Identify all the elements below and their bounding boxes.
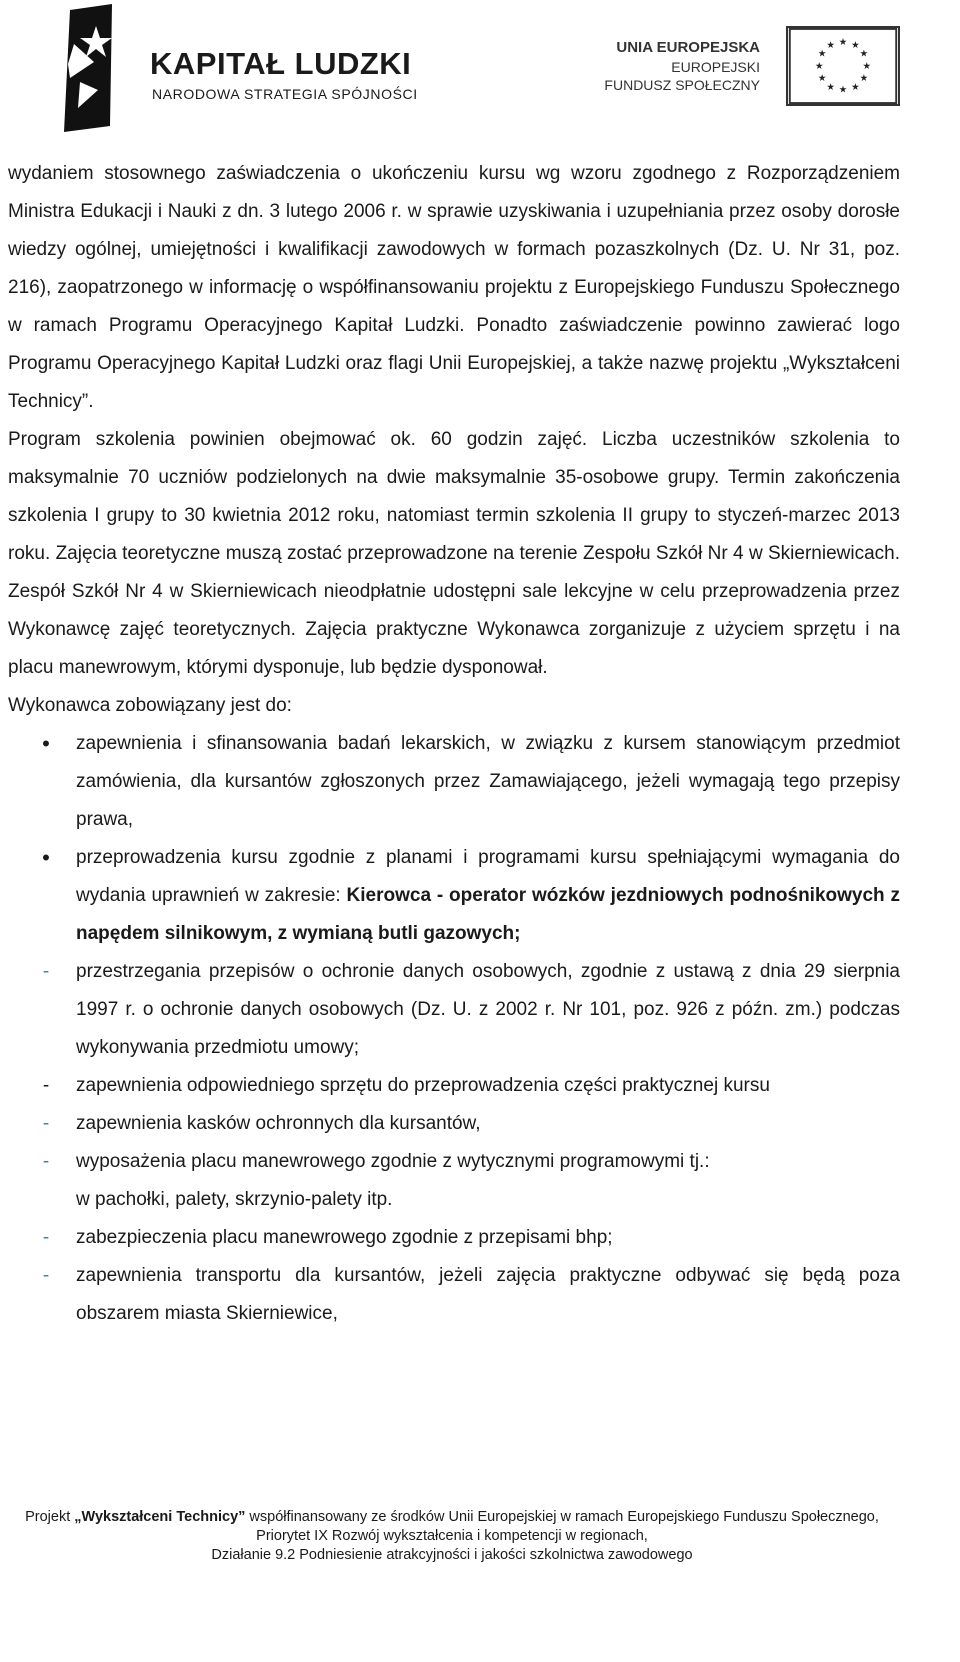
list-item <box>8 839 900 953</box>
svg-text:★: ★ <box>817 73 827 85</box>
list-item-text: zapewnienia odpowiedniego sprzętu do przeprowadzenia części praktycznej kursu <box>76 1075 770 1096</box>
svg-text:★: ★ <box>851 39 860 51</box>
dash-marker: - <box>42 1227 50 1248</box>
eu-flag-stars-icon <box>786 26 900 106</box>
list-item <box>8 1067 900 1105</box>
svg-text:★: ★ <box>814 60 824 72</box>
kapital-ludzki-subtitle: NARODOWA STRATEGIA SPÓJNOŚCI <box>152 86 418 102</box>
bullet-marker: • <box>42 731 50 756</box>
svg-text:★: ★ <box>859 48 869 60</box>
list-item <box>8 725 900 839</box>
footer-line3: Działanie 9.2 Podniesienie atrakcyjności i jakości szkolnictwa zawodowego <box>211 1547 693 1563</box>
kapital-ludzki-star-icon <box>60 4 118 132</box>
paragraph-certificate: wydaniem stosownego zaświadczenia o ukończeniu kursu wg wzoru zgodnego z Rozporządzeniem Ministra Edukacji i Nauki z dn. 3 lutego 2006 r. w sprawie uzyskiwania i uzupełniania przez osoby dorosłe wiedzy ogólnej, umiejętności i kwalifikacji zawodowych w formach pozaszkolnych (Dz. U. Nr 31, poz. 216), zaopatrzonego w informację o współfinansowaniu projektu z Europejskiego Funduszu Społecznego w ramach Programu Operacyjnego Kapitał Ludzki. Ponadto zaświadczenie powinno zawierać logo Programu Operacyjnego Kapitał Ludzki oraz flagi Unii Europejskiej, a także nazwę projektu „Wykształceni Technicy”. <box>8 163 900 412</box>
footer-project-name: „Wykształceni Technicy” <box>74 1509 246 1525</box>
svg-text:★: ★ <box>862 60 872 72</box>
list-item-text: przeprowadzenia kursu zgodnie z planami i programami kursu spełniającymi wymagania do wydania uprawnień w zakresie: <box>76 847 900 906</box>
list-item-text: zapewnienia i sfinansowania badań lekarskich, w związku z kursem stanowiącym przedmiot zamówienia, dla kursantów zgłoszonych przez Zamawiającego, jeżeli wymagają tego przepisy prawa, <box>76 733 900 830</box>
dash-marker: - <box>42 1151 50 1172</box>
list-item-text: zabezpieczenia placu manewrowego zgodnie z przepisami bhp; <box>76 1227 613 1248</box>
list-item <box>8 1219 900 1257</box>
dash-marker: - <box>42 1113 50 1134</box>
list-item-text-continuation: w pachołki, palety, skrzynio-palety itp. <box>76 1189 393 1210</box>
list-item-text: wyposażenia placu manewrowego zgodnie z wytycznymi programowymi tj.: <box>76 1151 710 1172</box>
eu-logo-text <box>604 38 760 94</box>
list-item-text: zapewnienia transportu dla kursantów, jeżeli zajęcia praktyczne odbywać się będą poza obszarem miasta Skierniewice, <box>76 1265 900 1324</box>
kapital-ludzki-title: KAPITAŁ LUDZKI <box>150 46 412 81</box>
list-item <box>8 953 900 1067</box>
footer-line2: Priorytet IX Rozwój wykształcenia i kompetencji w regionach, <box>256 1528 648 1544</box>
bullet-marker: • <box>42 845 50 870</box>
kapital-ludzki-logo <box>60 4 420 132</box>
footer-line1-rest: współfinansowany ze środków Unii Europejskiej w ramach Europejskiego Funduszu Społecznego, <box>245 1509 879 1525</box>
svg-text:★: ★ <box>851 81 860 93</box>
eu-logo <box>596 26 900 110</box>
list-item-text: przestrzegania przepisów o ochronie danych osobowych, zgodnie z ustawą z dnia 29 sierpnia 1997 r. o ochronie danych osobowych (Dz. U. z 2002 r. Nr 101, poz. 926 z późn. zm.) podczas wykonywania przedmiotu umowy; <box>76 961 900 1058</box>
document-body <box>8 155 900 1333</box>
footer-line1 <box>0 1508 904 1527</box>
page-header <box>0 0 960 140</box>
svg-text:★: ★ <box>826 39 835 51</box>
list-item <box>8 1257 900 1333</box>
dash-marker: - <box>42 1075 50 1096</box>
svg-text:★: ★ <box>838 37 848 49</box>
list-item-bold-text: Kierowca - operator wózków jezdniowych podnośnikowych z napędem silnikowym, z wymianą butli gazowych; <box>76 885 900 944</box>
page-footer <box>0 1508 904 1565</box>
eu-logo-line2: EUROPEJSKI <box>671 59 760 75</box>
dash-marker: - <box>42 1265 50 1286</box>
list-item <box>8 1105 900 1143</box>
eu-logo-line3: FUNDUSZ SPOŁECZNY <box>604 77 760 93</box>
paragraph-training-program: Program szkolenia powinien obejmować ok. 60 godzin zajęć. Liczba uczestników szkolenia to maksymalnie 70 uczniów podzielonych na dwie maksymalnie 35-osobowe grupy. Termin zakończenia szkolenia I grupy to 30 kwietnia 2012 roku, natomiast termin szkolenia II grupy to styczeń-marzec 2013 roku. Zajęcia teoretyczne muszą zostać przeprowadzone na terenie Zespołu Szkół Nr 4 w Skierniewicach. Zespół Szkół Nr 4 w Skierniewicach nieodpłatnie udostępni sale lekcyjne w celu przeprowadzenia przez Wykonawcę zajęć teoretycznych. Zajęcia praktyczne Wykonawca zorganizuje z użyciem sprzętu i na placu manewrowym, którymi dysponuje, lub będzie dysponował. <box>8 429 900 678</box>
footer-prefix: Projekt <box>25 1509 75 1525</box>
dash-marker: - <box>42 961 50 982</box>
paragraph-contractor-obligations: Wykonawca zobowiązany jest do: <box>8 695 292 716</box>
svg-text:★: ★ <box>859 73 869 85</box>
list-item <box>8 1143 900 1219</box>
svg-text:★: ★ <box>838 84 848 96</box>
svg-text:★: ★ <box>817 48 827 60</box>
eu-logo-line1: UNIA EUROPEJSKA <box>616 39 760 56</box>
obligations-list <box>8 725 900 1333</box>
list-item-text: zapewnienia kasków ochronnych dla kursantów, <box>76 1113 481 1134</box>
svg-text:★: ★ <box>826 81 835 93</box>
